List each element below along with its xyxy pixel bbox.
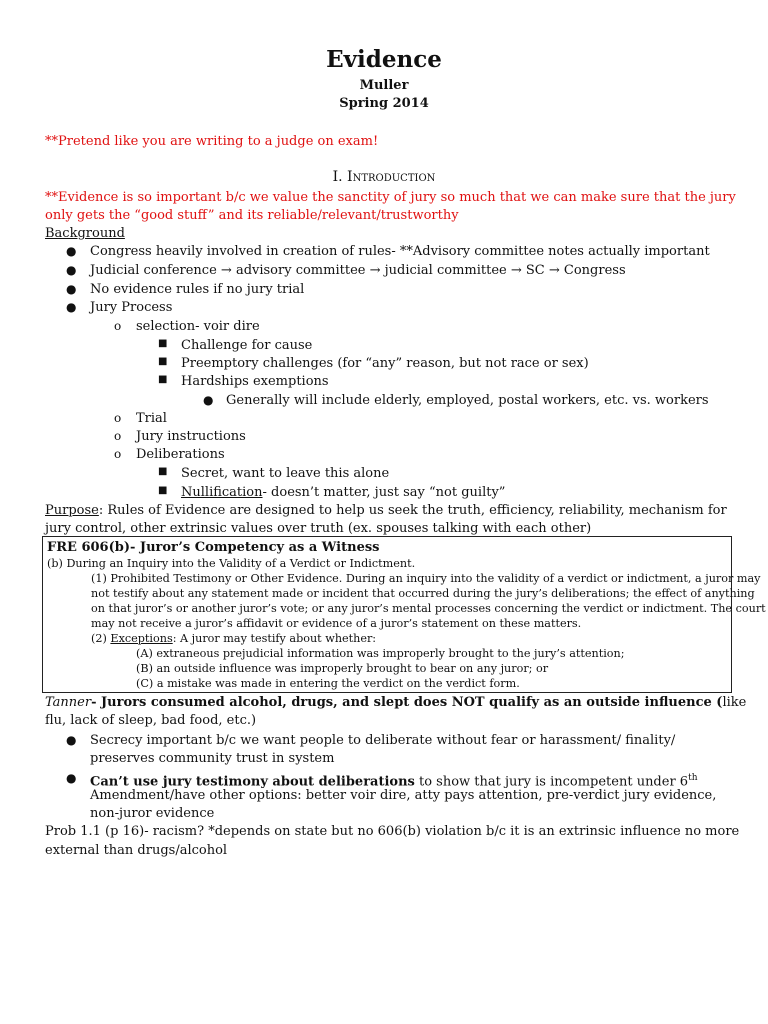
tanner-holding-tail: like xyxy=(722,695,747,710)
rule-title: FRE 606(b)- Juror’s Competency as a Witness xyxy=(47,540,380,555)
purpose-text: : Rules of Evidence are designed to help us seek the truth, efficiency, reliability, mechanism for xyxy=(98,503,727,518)
jury-trial: Trial xyxy=(136,411,167,426)
section-name: Introduction xyxy=(347,169,436,185)
section-number: I. xyxy=(332,169,348,185)
bullet-icon: ● xyxy=(66,733,77,747)
rule-text-line: may not receive a juror’s affidavit or evidence of a juror’s statement on these matters. xyxy=(91,617,582,630)
purpose-line-1 xyxy=(45,503,727,519)
jury-instructions: Jury instructions xyxy=(136,429,246,444)
exception-item: (B) an outside influence was improperly brought to bear on any juror; or xyxy=(136,662,549,675)
bullet-icon: ● xyxy=(66,300,77,314)
case-name: Tanner xyxy=(45,695,92,710)
circle-bullet-icon: o xyxy=(114,447,122,461)
background-item: No evidence rules if no jury trial xyxy=(90,282,305,297)
deliberation-item: Secret, want to leave this alone xyxy=(181,466,390,481)
nullification-text: - doesn’t matter, just say “not guilty” xyxy=(262,485,506,500)
importance-note-line-1: **Evidence is so important b/c we value the sanctity of jury so much that we can make sure that the jury xyxy=(45,190,736,205)
document-title: Evidence xyxy=(326,46,442,73)
bullet-icon: ● xyxy=(66,282,77,296)
square-bullet-icon: ■ xyxy=(158,466,168,477)
background-item: Congress heavily involved in creation of rules- **Advisory committee notes actually important xyxy=(90,244,710,259)
ordinal-suffix: th xyxy=(688,773,698,783)
tanner-point-line: preserves community trust in system xyxy=(90,751,335,766)
bullet-icon: ● xyxy=(203,393,214,407)
tanner-holding: - Jurors consumed alcohol, drugs, and slept does NOT qualify as an outside influence ( xyxy=(91,695,723,710)
section-heading xyxy=(0,169,768,185)
hardship-detail: Generally will include elderly, employed, postal workers, etc. vs. workers xyxy=(226,393,709,408)
circle-bullet-icon: o xyxy=(114,411,122,425)
problem-line: Prob 1.1 (p 16)- racism? *depends on state but no 606(b) violation b/c it is an extrinsic influence no more xyxy=(45,824,740,839)
tanner-point-bold: Can’t use jury testimony about deliberations xyxy=(90,774,415,790)
purpose-label: Purpose xyxy=(45,503,99,518)
tanner-line-2: flu, lack of sleep, bad food, etc.) xyxy=(45,713,257,728)
exception-item: (C) a mistake was made in entering the verdict on the verdict form. xyxy=(136,677,520,690)
bullet-icon: ● xyxy=(66,244,77,258)
circle-bullet-icon: o xyxy=(114,319,122,333)
exceptions-label: Exceptions xyxy=(110,632,173,645)
jury-selection: selection- voir dire xyxy=(136,319,260,334)
rule-text-line: (1) Prohibited Testimony or Other Evidence. During an inquiry into the validity of a verdict or indictment, a juror may xyxy=(91,572,761,585)
exceptions-number: (2) xyxy=(91,632,111,645)
tanner-point-line: non-juror evidence xyxy=(90,806,215,821)
circle-bullet-icon: o xyxy=(114,429,122,443)
rule-text-line: on that juror’s or another juror’s vote; or any juror’s mental processes concerning the verdict or indictment. The court xyxy=(91,602,766,615)
tanner-point-rest: to show that jury is incompetent under 6 xyxy=(414,774,689,790)
square-bullet-icon: ■ xyxy=(158,356,168,367)
background-item: Judicial conference → advisory committee → judicial committee → SC → Congress xyxy=(90,263,626,278)
background-heading: Background xyxy=(45,226,125,241)
jury-deliberations: Deliberations xyxy=(136,447,225,462)
purpose-line-2: jury control, other extrinsic values over truth (ex. spouses talking with each other) xyxy=(45,521,592,536)
square-bullet-icon: ■ xyxy=(158,485,168,496)
tanner-point-line: Amendment/have other options: better voir dire, atty pays attention, pre-verdict jury evidence, xyxy=(90,788,717,803)
bullet-icon: ● xyxy=(66,263,77,277)
deliberation-item xyxy=(181,485,505,501)
selection-item: Challenge for cause xyxy=(181,338,313,353)
exam-note: **Pretend like you are writing to a judge on exam! xyxy=(45,134,379,149)
bullet-icon: ● xyxy=(66,771,77,785)
rule-subsection-b: (b) During an Inquiry into the Validity of a Verdict or Indictment. xyxy=(47,557,416,570)
exception-item: (A) extraneous prejudicial information was improperly brought to the jury’s attention; xyxy=(136,647,625,660)
square-bullet-icon: ■ xyxy=(158,374,168,385)
selection-item: Preemptory challenges (for “any” reason, but not race or sex) xyxy=(181,356,589,371)
nullification-term: Nullification xyxy=(181,485,263,500)
rule-text-line: not testify about any statement made or incident that occurred during the jury’s deliberations; the effect of anything xyxy=(91,587,755,600)
exceptions-intro: : A juror may testify about whether: xyxy=(172,632,377,645)
professor-name: Muller xyxy=(359,78,409,93)
rule-exceptions-line xyxy=(91,632,376,645)
term: Spring 2014 xyxy=(339,96,429,111)
tanner-line-1 xyxy=(45,695,746,711)
background-item: Jury Process xyxy=(90,300,173,315)
selection-item: Hardships exemptions xyxy=(181,374,329,389)
problem-line: external than drugs/alcohol xyxy=(45,843,228,858)
square-bullet-icon: ■ xyxy=(158,338,168,349)
tanner-point-line: Secrecy important b/c we want people to deliberate without fear or harassment/ finality/ xyxy=(90,733,676,748)
importance-note-line-2: only gets the “good stuff” and its reliable/relevant/trustworthy xyxy=(45,208,459,223)
